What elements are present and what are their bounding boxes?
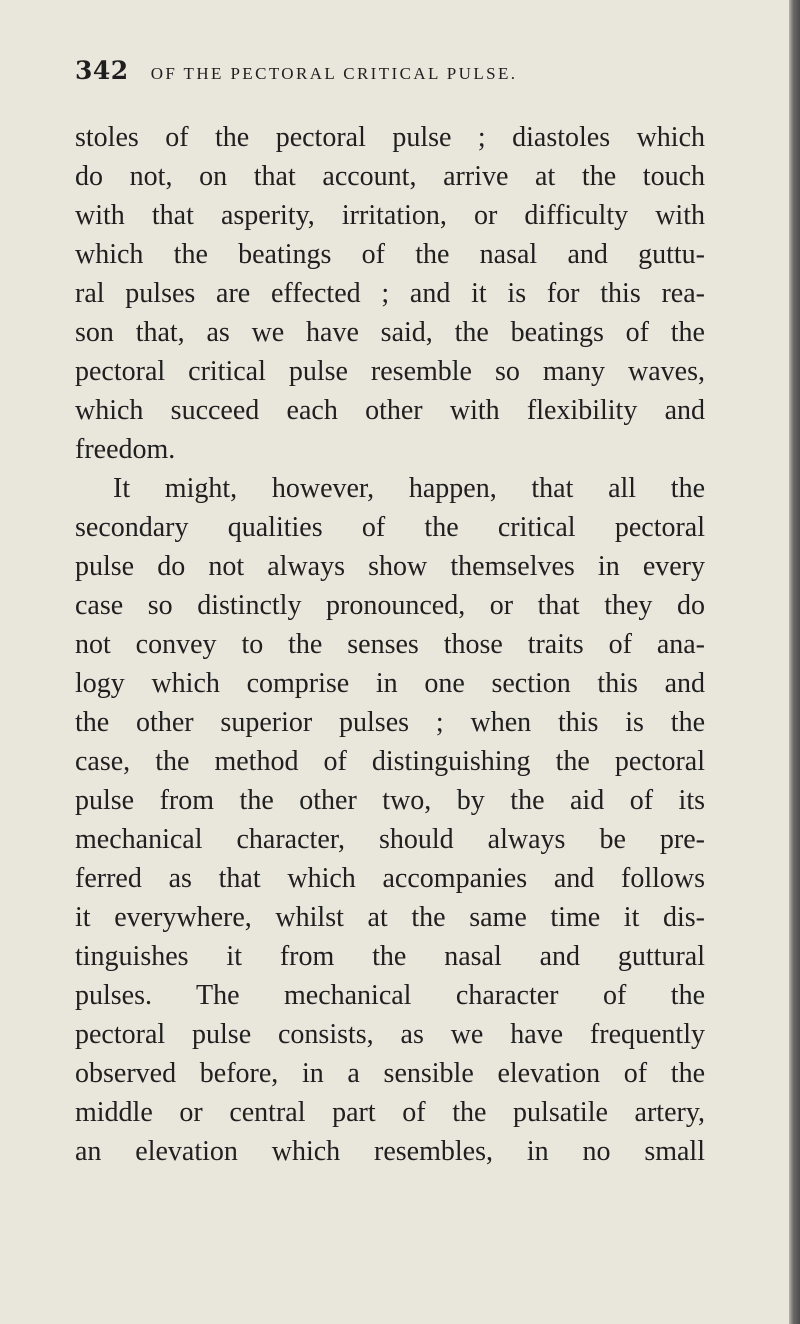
text-line: an elevation which resembles, in no small — [75, 1136, 705, 1167]
text-line: tinguishes it from the nasal and guttural — [75, 941, 705, 972]
text-line: which the beatings of the nasal and guttu- — [75, 239, 705, 270]
body-text — [75, 118, 705, 1171]
text-line: middle or central part of the pulsatile artery, — [75, 1097, 705, 1128]
text-line: do not, on that account, arrive at the touch — [75, 161, 705, 192]
text-line: mechanical character, should always be pre- — [75, 824, 705, 855]
text-line: pulse do not always show themselves in every — [75, 551, 705, 582]
page-edge — [789, 0, 800, 1324]
text-line: freedom. — [75, 434, 176, 465]
running-title: OF THE PECTORAL CRITICAL PULSE. — [150, 64, 518, 83]
text-line: which succeed each other with flexibility and — [75, 395, 705, 426]
text-line: it everywhere, whilst at the same time it dis- — [75, 902, 705, 933]
text-line: secondary qualities of the critical pectoral — [75, 512, 705, 543]
text-line: son that, as we have said, the beatings of the — [75, 317, 705, 348]
text-line: logy which comprise in one section this and — [75, 668, 705, 699]
text-line: case so distinctly pronounced, or that they do — [75, 590, 705, 621]
text-line: pulse from the other two, by the aid of its — [75, 785, 705, 816]
text-line: pectoral critical pulse resemble so many waves, — [75, 356, 705, 387]
text-line: pectoral pulse consists, as we have frequently — [75, 1019, 705, 1050]
paragraph — [75, 469, 705, 1171]
text-line: not convey to the senses those traits of ana- — [75, 629, 705, 660]
text-line: case, the method of distinguishing the pectoral — [75, 746, 705, 777]
text-line: pulses. The mechanical character of the — [75, 980, 705, 1011]
text-line: with that asperity, irritation, or difficulty with — [75, 200, 705, 231]
paragraph — [75, 118, 705, 469]
text-line: the other superior pulses ; when this is the — [75, 707, 705, 738]
text-line: ferred as that which accompanies and follows — [75, 863, 705, 894]
text-line: It might, however, happen, that all the — [113, 473, 705, 504]
page-number: 342 — [75, 56, 129, 85]
text-line: observed before, in a sensible elevation of the — [75, 1058, 705, 1089]
text-line: ral pulses are effected ; and it is for this rea- — [75, 278, 705, 309]
text-line: stoles of the pectoral pulse ; diastoles which — [75, 122, 705, 153]
page-header — [75, 56, 715, 96]
